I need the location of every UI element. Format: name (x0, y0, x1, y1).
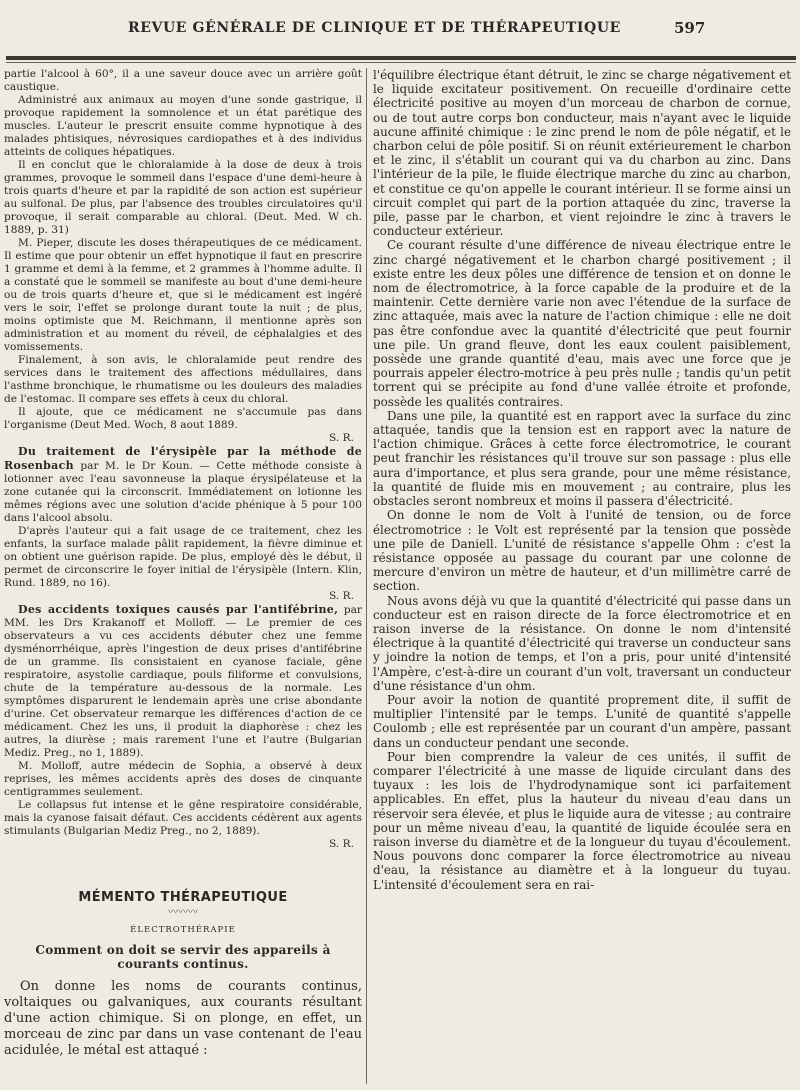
paragraph: On donne le nom de Volt à l'unité de tension, ou de force électromotrice : le Volt est représenté par la tension que possède une pile de Daniell. L'unité de résistance s'appelle Ohm : c'est la résistance opposée au passage du courant par une colonne de mercure d'environ un mètre de hauteur, et d'un millimètre carré de section. (373, 508, 791, 594)
right-column (373, 68, 791, 1086)
paragraph: Administré aux animaux au moyen d'une sonde gastrique, il provoque rapidement la somnolence et un état parétique des muscles. L'auteur le prescrit ensuite comme hypnotique à des malades phtisiques, névrosiques cardiopathes et à des individus atteints de coliques hépatiques. (4, 94, 362, 158)
column-divider (366, 68, 367, 1084)
section-title: MÉMENTO THÉRAPEUTIQUE (78, 890, 288, 905)
signature: S. R. (329, 590, 354, 602)
paragraph: Pour bien comprendre la valeur de ces unités, il suffit de comparer l'électricité à une masse de liquide circulant dans des tuyaux : les lois de l'hydrodynamique sont ici parfaitement applicables. En effet, plus la hauteur du niveau d'eau dans un réservoir sera élevée, et plus le liquide aura de vitesse ; au contraire pour un même niveau d'eau, la quantité de liquide écoulée sera en raison inverse du diamètre et de la longueur du tuyau d'écoulement. Nous pouvons donc comparer la force électromotrice au niveau d'eau, la résistance au diamètre et à la longueur du tuyau. L'intensité d'écoulement sera en rai- (373, 749, 791, 892)
signature: S. R. (329, 432, 354, 444)
paragraph: Il en conclut que le chloralamide à la dose de deux à trois grammes, provoque le sommeil dans l'espace d'une demi-heure à trois quarts d'heure et par la rapidité de son action est supérieur au sulfonal. De plus, par l'absence des troubles circulatoires qu'il provoque, il serait comparable au chloral. (Deut. Med. W ch. 1889, p. 31) (4, 159, 362, 236)
left-column (4, 68, 362, 1086)
paragraph: Pour avoir la notion de quantité proprement dite, il suffit de multiplier l'intensité par le temps. L'unité de quantité s'appelle Coulomb ; elle est représentée par un courant d'un ampère, passant dans un conducteur pendant une seconde. (373, 692, 791, 750)
paragraph: On donne les noms de courants continus, voltaiques ou galvaniques, aux courants résultant d'une action chimique. Si on plonge, en effet, un morceau de zinc par dans un vase contenant de l'eau acidulée, le métal est attaqué : (4, 979, 362, 1058)
article-body: par MM. les Drs Krakanoff et Molloff. — Le premier de ces observateurs a vu ces accidents débuter chez une femme dysménorrhéique, après l'ingestion de deux prises d'antifébrine de un gramme. Ils consistaient en cyanose faciale, gêne respiratoire, asystolie cardiaque, pouls filiforme et convulsions, chute de la température au-dessous de la normale. Les symptômes disparurent le lendemain après une crise abondante d'urine. Cet observateur remarque les différences d'action de ce médicament. Chez les uns, il produit la diaphorèse : chez les autres, la diurèse ; mais rarement l'une et l'autre (Bulgarian Mediz. Preg., no 1, 1889). (4, 604, 362, 759)
paragraph: Dans une pile, la quantité est en rapport avec la surface du zinc attaquée, tandis que la tension est en rapport avec la nature de l'action chimique. Grâces à cette force électromotrice, le courant peut franchir les résistances qu'il trouve sur son passage : plus elle aura d'importance, et plus sera grande, pour une même résistance, la quantité de fluide mis en mouvement ; au contraire, plus les obstacles seront nombreux et moins il passera d'électricité. (373, 408, 791, 509)
section-subtitle: ÉLECTROTHÉRAPIE (130, 925, 236, 935)
paragraph: M. Molloff, autre médecin de Sophia, a observé à deux reprises, les mêmes accidents après des doses de cinquante centigrammes seulement. (4, 760, 362, 798)
header-rule-thin (6, 62, 796, 63)
running-title: REVUE GÉNÉRALE DE CLINIQUE ET DE THÉRAPEUTIQUE (128, 20, 621, 36)
article-body: par M. le Dr Koun. — Cette méthode consiste à lotionner avec l'eau savonneuse la plaque érysipélateuse et la zone cutanée qui la circonscrit. Immédiatement on lotionne les mêmes régions avec une solution d'acide phénique à 5 pour 100 dans l'alcool absolu. (4, 460, 362, 524)
article-title: Des accidents toxiques causés par l'antifébrine, (18, 603, 339, 616)
paragraph: Ce courant résulte d'une différence de niveau électrique entre le zinc chargé négativement et le charbon chargé positivement ; il existe entre les deux pôles une différence de tension et on donne le nom de électromotrice, à la force capable de la produire et de la maintenir. Cette dernière varie non avec l'étendue de la surface de zinc attaquée, mais avec la nature de l'action chimique : elle ne doit pas être confondue avec la quantité d'électricité que peut fournir une pile. Un grand fleuve, dont les eaux coulent paisiblement, possède une grande quantité d'eau, mais avec une force que je pourrais appeler électro-motrice à peu près nulle ; tandis qu'un petit torrent qui se précipite au fond d'une vallée étroite et profonde, possède les qualités contraires. (373, 238, 791, 409)
paragraph: D'après l'auteur qui a fait usage de ce traitement, chez les enfants, la surface malade pâlit rapidement, la fièvre diminue et on obtient une guérison rapide. De plus, employé dès le début, il permet de circonscrire le foyer initial de l'érysipèle (Intern. Klin, Rund. 1889, no 16). (4, 525, 362, 589)
article-entry (4, 603, 362, 760)
page-header (0, 0, 800, 44)
paragraph: Le collapsus fut intense et le gêne respiratoire considérable, mais la cyanose faisait défaut. Ces accidents cédèrent aux agents stimulants (Bulgarian Mediz Preg., no 2, 1889). (4, 799, 362, 837)
paragraph: Finalement, à son avis, le chloralamide peut rendre des services dans le traitement des affections médullaires, dans l'asthme bronchique, le rhumatisme ou les douleurs des maladies de l'estomac. Il compare ses effets à ceux du chloral. (4, 354, 362, 405)
page-number: 597 (674, 19, 706, 37)
article-subtitle: Comment on doit se servir des appareils à courants continus. (35, 943, 331, 971)
article-entry (4, 445, 362, 525)
paragraph: l'équilibre électrique étant détruit, le zinc se charge négativement et le liquide excitateur positivement. On recueille d'ordinaire cette électricité positive au moyen d'un morceau de charbon de cornue, ou de tout autre corps bon conducteur, mais n'ayant avec le liquide aucune affinité chimique : le zinc prend le nom de pôle négatif, et le charbon celui de pôle positif. Si on réunit extérieurement le charbon et le zinc, il s'établit un courant qui va du charbon au zinc. Dans l'intérieur de la pile, le fluide électrique marche du zinc au charbon, et constitue ce qu'on appelle le courant intérieur. Il se forme ainsi un circuit complet qui part de la portion attaquée du zinc, traverse la pile, passe par le charbon, et vient rejoindre le zinc à travers le conducteur extérieur. (373, 68, 791, 239)
paragraph: Nous avons déjà vu que la quantité d'électricité qui passe dans un conducteur est en raison directe de la force électromotrice et en raison inverse de la résistance. On donne le nom d'intensité électrique à la quantité d'électricité qui traverse un conducteur sans y joindre la notion de temps, et l'on a pris, pour unité d'intensité l'Ampère, c'est-à-dire un courant d'un volt, traversant un conducteur d'une résistance d'un ohm. (373, 593, 791, 693)
header-rule (6, 56, 796, 60)
ornament: 〰〰〰 (168, 907, 198, 918)
paragraph: partie l'alcool à 60°, il a une saveur douce avec un arrière goût caustique. (4, 68, 362, 93)
article-title: Du traitement de l'érysipèle par la méthode de Rosenbach (4, 445, 362, 472)
paragraph: M. Pieper, discute les doses thérapeutiques de ce médicament. Il estime que pour obtenir un effet hypnotique il faut en prescrire 1 gramme et demi à la femme, et 2 grammes à l'homme adulte. Il a constaté que le sommeil se manifeste au bout d'une demi-heure ou de trois quarts d'heure et, que si le médicament est ingéré vers le soir, l'effet se prolonge durant toute la nuit ; de plus, moins optimiste que M. Reichmann, il mentionne après son administration et au moment du réveil, de céphalalgies et des vomissements. (4, 237, 362, 353)
signature: S. R. (329, 838, 354, 850)
paragraph: Il ajoute, que ce médicament ne s'accumule pas dans l'organisme (Deut Med. Woch, 8 aout 1889. (4, 406, 362, 431)
